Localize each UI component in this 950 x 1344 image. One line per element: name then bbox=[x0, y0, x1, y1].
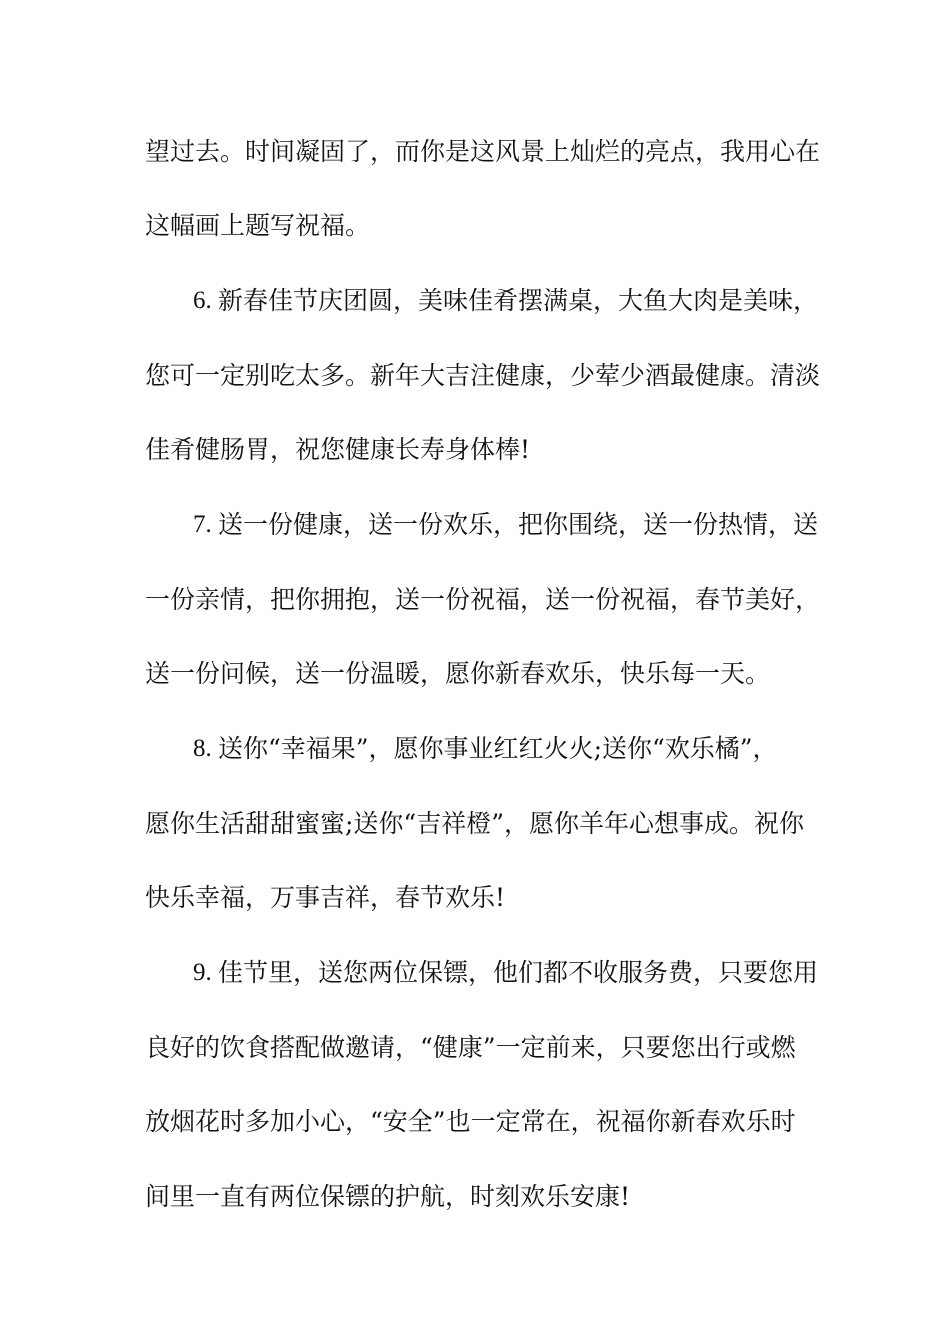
line-text: 快乐幸福，万事吉祥，春节欢乐! bbox=[145, 883, 506, 912]
text-line bbox=[0, 1102, 950, 1142]
paragraph-number: 6. bbox=[193, 287, 212, 314]
text-line bbox=[0, 878, 950, 918]
text-line bbox=[0, 729, 950, 769]
text-line bbox=[0, 356, 950, 396]
paragraph-number: 9. bbox=[193, 959, 212, 986]
line-text: 间里一直有两位保镖的护航，时刻欢乐安康! bbox=[145, 1182, 631, 1211]
text-line bbox=[0, 804, 950, 844]
line-text: 佳肴健肠胃，祝您健康长寿身体棒! bbox=[145, 435, 531, 464]
text-line bbox=[0, 430, 950, 470]
line-text: 新春佳节庆团圆，美味佳肴摆满桌，大鱼大肉是美味， bbox=[218, 286, 819, 315]
line-text: 送你“幸福果”，愿你事业红红火火;送你“欢乐橘”， bbox=[218, 734, 778, 763]
text-line bbox=[0, 206, 950, 246]
line-text: 一份亲情，把你拥抱，送一份祝福，送一份祝福，春节美好， bbox=[145, 585, 821, 614]
text-line bbox=[0, 654, 950, 694]
text-line bbox=[0, 132, 950, 172]
text-line bbox=[0, 580, 950, 620]
text-line bbox=[0, 953, 950, 993]
line-text: 您可一定别吃太多。新年大吉注健康，少荤少酒最健康。清淡 bbox=[145, 361, 821, 390]
text-line bbox=[0, 281, 950, 321]
line-text: 愿你生活甜甜蜜蜜;送你“吉祥橙”，愿你羊年心想事成。祝你 bbox=[145, 809, 804, 838]
paragraph-number: 7. bbox=[193, 511, 212, 538]
text-line bbox=[0, 1177, 950, 1217]
line-text: 望过去。时间凝固了，而你是这风景上灿烂的亮点，我用心在 bbox=[145, 137, 821, 166]
line-text: 佳节里，送您两位保镖，他们都不收服务费，只要您用 bbox=[218, 958, 819, 987]
text-line bbox=[0, 505, 950, 545]
paragraph-number: 8. bbox=[193, 735, 212, 762]
line-text: 送一份健康，送一份欢乐，把你围绕，送一份热情，送 bbox=[218, 510, 819, 539]
line-text: 良好的饮食搭配做邀请，“健康”一定前来，只要您出行或燃 bbox=[145, 1033, 796, 1062]
text-line bbox=[0, 1028, 950, 1068]
line-text: 送一份问候，送一份温暖，愿你新春欢乐，快乐每一天。 bbox=[145, 659, 771, 688]
line-text: 放烟花时多加小心，“安全”也一定常在，祝福你新春欢乐时 bbox=[145, 1107, 796, 1136]
line-text: 这幅画上题写祝福。 bbox=[145, 211, 371, 240]
